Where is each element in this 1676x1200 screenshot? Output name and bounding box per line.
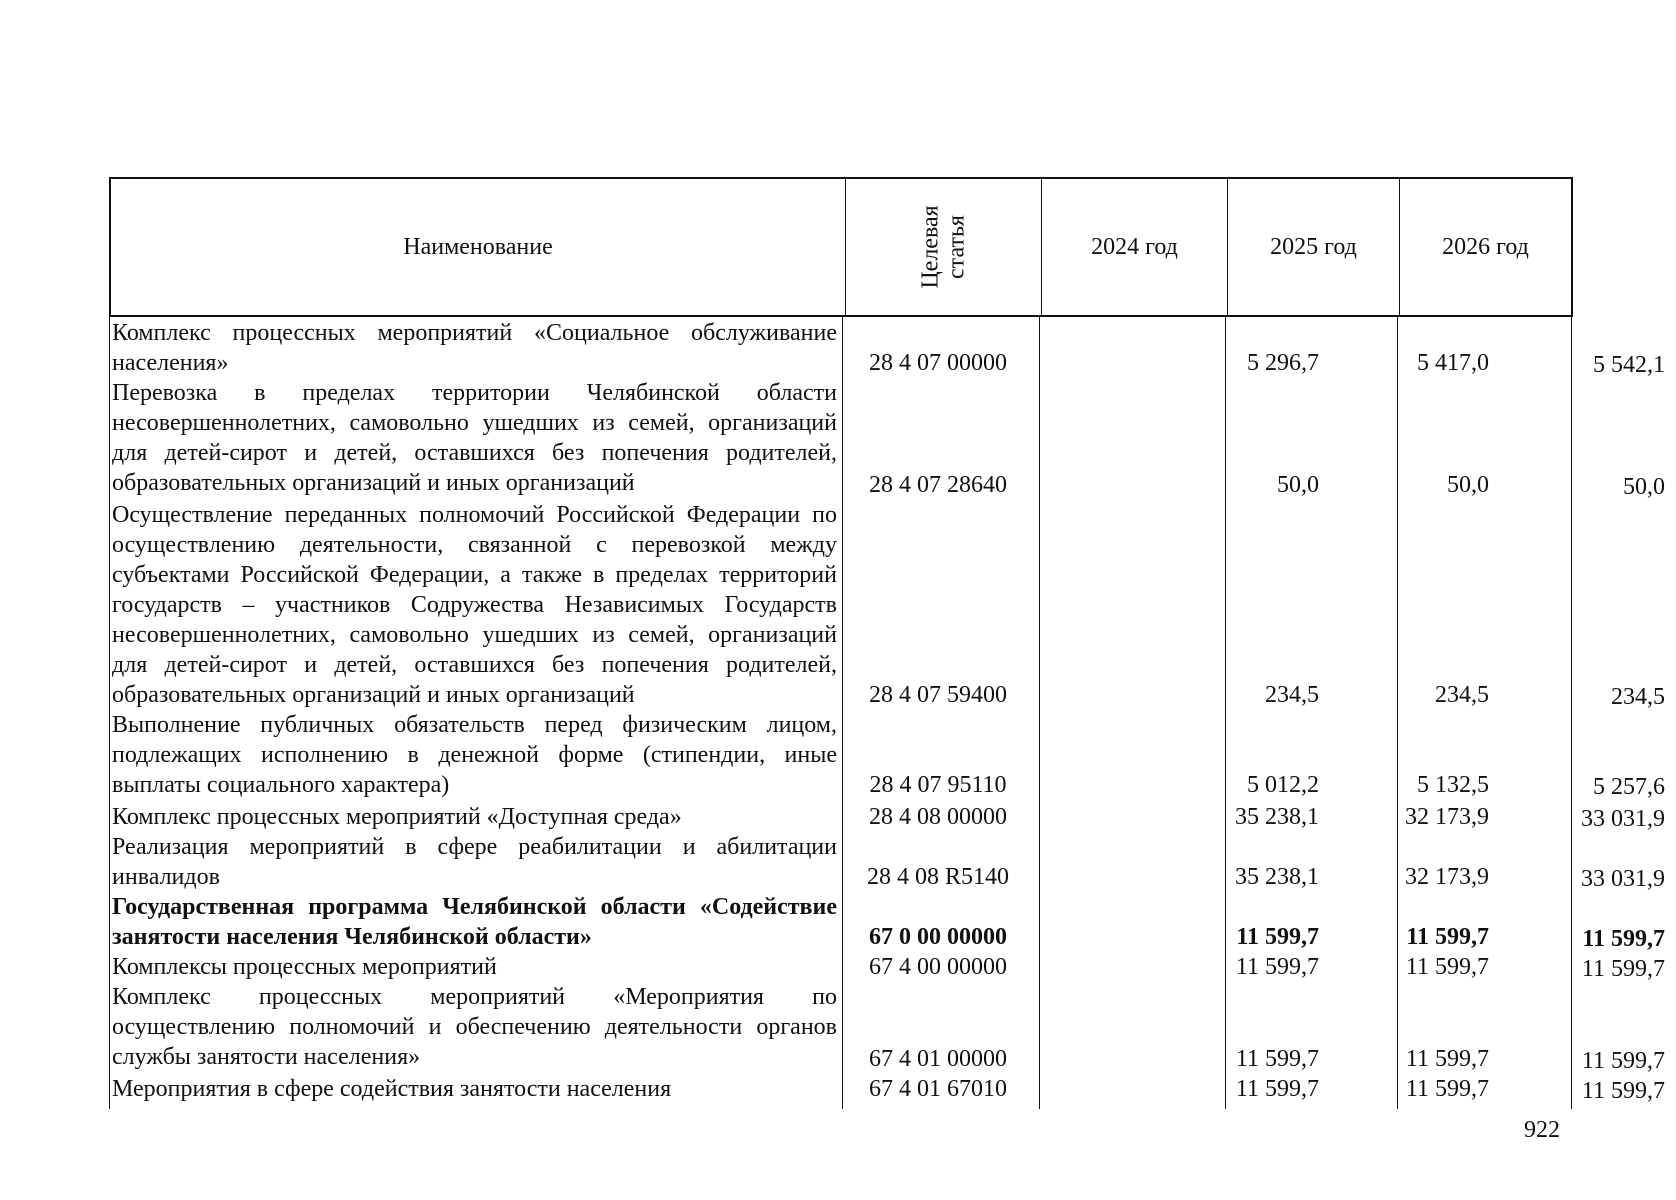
row-code: 67 4 01 00000 — [869, 1046, 1007, 1072]
row-code: 28 4 07 28640 — [869, 472, 1007, 498]
row-value-2025: 11 599,7 — [1405, 1046, 1489, 1072]
header-name: Наименование — [403, 233, 553, 260]
row-value-2026: 5 257,6 — [1593, 774, 1665, 800]
row-value-2024: 50,0 — [1277, 472, 1319, 498]
header-code — [917, 205, 969, 288]
header-2026: 2026 год — [1442, 233, 1529, 260]
row-value-2026: 50,0 — [1623, 474, 1665, 500]
row-value-2024: 5 012,2 — [1247, 772, 1319, 798]
row-value-2025: 32 173,9 — [1405, 804, 1489, 830]
row-name: Перевозка в пределах территории Челябинской области несовершеннолетних, самовольно ушедших из семей, организаций для детей-сирот и детей, оставшихся без попечения родителей, образовательных организаций и иных организаций — [112, 380, 837, 496]
table-header — [109, 177, 1573, 317]
table-row — [109, 832, 1665, 892]
row-value-2025: 11 599,7 — [1406, 924, 1489, 950]
row-name: Государственная программа Челябинской области «Содействие занятости населения Челябинской области» — [112, 894, 837, 950]
row-value-2024: 11 599,7 — [1235, 954, 1319, 980]
row-value-2026: 11 599,7 — [1581, 1048, 1665, 1074]
row-code: 67 4 00 00000 — [869, 954, 1007, 980]
table-row — [109, 318, 1665, 378]
row-value-2026: 11 599,7 — [1581, 956, 1665, 982]
row-value-2024: 11 599,7 — [1235, 1046, 1319, 1072]
row-value-2025: 5 132,5 — [1417, 772, 1489, 798]
header-2025: 2025 год — [1270, 233, 1357, 260]
row-value-2025: 50,0 — [1447, 472, 1489, 498]
row-value-2025: 234,5 — [1435, 682, 1489, 708]
row-value-2025: 11 599,7 — [1405, 1076, 1489, 1102]
header-2025-cell — [1227, 179, 1399, 315]
row-value-2024: 35 238,1 — [1235, 864, 1319, 890]
row-value-2024: 5 296,7 — [1247, 350, 1319, 376]
table-row — [109, 982, 1665, 1074]
row-value-2026: 33 031,9 — [1581, 866, 1665, 892]
table-row-program — [109, 892, 1665, 952]
table-row — [109, 802, 1665, 832]
row-code: 28 4 07 95110 — [869, 772, 1007, 798]
row-value-2026: 5 542,1 — [1593, 352, 1665, 378]
header-name-cell — [111, 179, 845, 315]
header-code-cell — [845, 179, 1041, 315]
row-name: Реализация мероприятий в сфере реабилитации и абилитации инвалидов — [112, 834, 837, 890]
row-code: 67 4 01 67010 — [869, 1076, 1007, 1102]
table-row — [109, 378, 1665, 500]
header-2024: 2024 год — [1091, 233, 1178, 260]
row-name: Комплекс процессных мероприятий «Доступная среда» — [112, 804, 682, 830]
row-code: 28 4 07 59400 — [869, 682, 1007, 708]
row-name: Выполнение публичных обязательств перед физическим лицом, подлежащих исполнению в денежной форме (стипендии, иные выплаты социального характера) — [112, 712, 837, 798]
row-value-2026: 33 031,9 — [1581, 806, 1665, 832]
row-name: Мероприятия в сфере содействия занятости населения — [112, 1076, 672, 1102]
row-code: 67 0 00 00000 — [869, 924, 1007, 950]
row-value-2026: 234,5 — [1611, 684, 1665, 710]
row-value-2024: 11 599,7 — [1236, 924, 1319, 950]
row-value-2025: 32 173,9 — [1405, 864, 1489, 890]
row-code: 28 4 08 R5140 — [866, 864, 1009, 890]
row-value-2024: 35 238,1 — [1235, 804, 1319, 830]
header-code-line1: Целевая — [917, 205, 944, 289]
table-row — [109, 952, 1665, 982]
row-code: 28 4 07 00000 — [869, 350, 1007, 376]
row-name: Осуществление переданных полномочий Российской Федерации по осуществлению деятельности, связанной с перевозкой между субъектами Российской Федерации, а также в пределах территорий государств – участников Содружества Независимых Государств несовершеннолетних, самовольно ушедших из семей, организаций для детей-сирот и детей, оставшихся без попечения родителей, образовательных организаций и иных организаций — [112, 502, 837, 708]
row-value-2025: 5 417,0 — [1417, 350, 1489, 376]
row-name: Комплекс процессных мероприятий «Мероприятия по осуществлению полномочий и обеспечению деятельности органов службы занятости населения» — [112, 984, 837, 1070]
header-2026-cell — [1399, 179, 1571, 315]
table-row — [109, 500, 1665, 710]
table-row — [109, 1074, 1665, 1104]
row-value-2026: 11 599,7 — [1581, 1078, 1665, 1104]
row-value-2024: 11 599,7 — [1235, 1076, 1319, 1102]
row-code: 28 4 08 00000 — [869, 804, 1007, 830]
page-number: 922 — [1524, 1117, 1560, 1143]
row-name: Комплекс процессных мероприятий «Социальное обслуживание населения» — [112, 320, 837, 376]
row-value-2025: 11 599,7 — [1405, 954, 1489, 980]
row-value-2026: 11 599,7 — [1582, 926, 1665, 952]
table-row — [109, 710, 1665, 802]
row-value-2024: 234,5 — [1265, 682, 1319, 708]
header-code-line2: статья — [943, 215, 970, 279]
row-name: Комплексы процессных мероприятий — [112, 954, 497, 980]
header-2024-cell — [1041, 179, 1227, 315]
